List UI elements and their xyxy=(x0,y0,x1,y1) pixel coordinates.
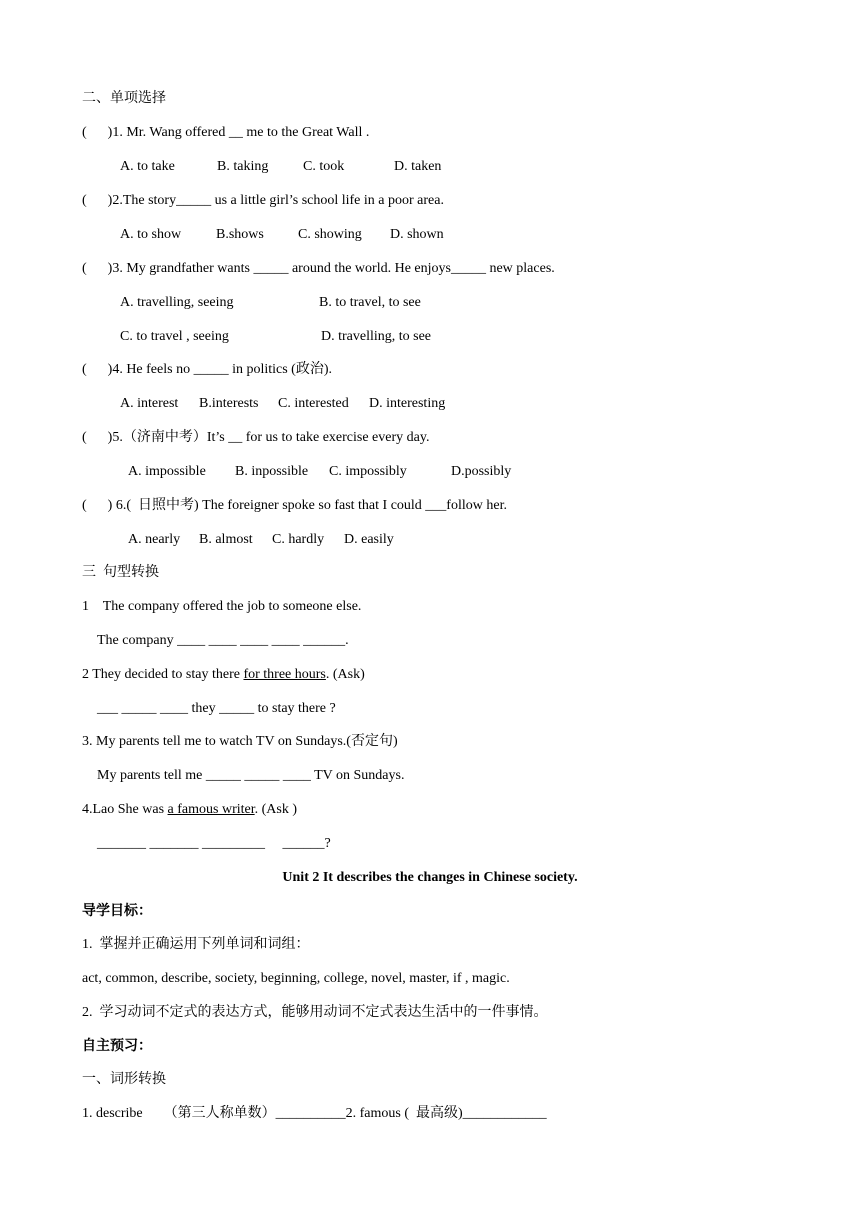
word-form-heading: 一、词形转换 xyxy=(82,1072,166,1087)
vocab-list: act, common, describe, society, beginning, college, novel, master, if , magic. xyxy=(82,971,510,986)
transform-3-blanks: My parents tell me _____ _____ ____ TV on Sundays. xyxy=(97,768,405,783)
q1-option-d: D. taken xyxy=(394,159,442,174)
q3-option-b: B. to travel, to see xyxy=(319,295,421,310)
goals-heading: 导学目标： xyxy=(82,904,152,919)
q3-option-d: D. travelling, to see xyxy=(321,329,432,344)
q4-option-c: C. interested xyxy=(278,396,349,411)
transform-4-sentence xyxy=(82,801,297,819)
transform-4-underlined: a famous writer xyxy=(167,802,255,817)
q1-option-c: C. took xyxy=(303,159,345,174)
transform-1-sentence: 1 The company offered the job to someone else. xyxy=(82,599,362,614)
q4-option-b: B.interests xyxy=(199,396,259,411)
unit-title: Unit 2 It describes the changes in Chinese society. xyxy=(282,870,578,885)
q6-option-a: A. nearly xyxy=(128,532,181,547)
q2-option-b: B.shows xyxy=(216,227,264,242)
transform-1-blanks: The company ____ ____ ____ ____ ______. xyxy=(97,633,349,648)
transform-2-sentence xyxy=(82,666,365,684)
q5-option-d: D.possibly xyxy=(451,464,512,479)
transform-4-blanks: _______ _______ _________ ______? xyxy=(97,836,331,851)
q4-option-a: A. interest xyxy=(120,396,179,411)
question-4: ( )4. He feels no _____ in politics (政治). xyxy=(82,362,333,377)
transform-4-pre: 4.Lao She was xyxy=(82,802,168,817)
question-5: ( )5.（济南中考）It’s __ for us to take exercise every day. xyxy=(82,430,430,445)
q6-option-c: C. hardly xyxy=(272,532,325,547)
q1-option-b: B. taking xyxy=(217,159,269,174)
q5-option-a: A. impossible xyxy=(128,464,206,479)
transform-2-post: . (Ask) xyxy=(325,667,365,682)
question-1: ( )1. Mr. Wang offered __ me to the Great Wall . xyxy=(82,125,370,140)
question-2: ( )2.The story_____ us a little girl’s school life in a poor area. xyxy=(82,193,444,208)
q1-option-a: A. to take xyxy=(120,159,175,174)
q3-option-c: C. to travel , seeing xyxy=(120,329,229,344)
q4-option-d: D. interesting xyxy=(369,396,446,411)
goal-2: 2. 学习动词不定式的表达方式，能够用动词不定式表达生活中的一件事情。 xyxy=(82,1005,548,1020)
transform-2-underlined: for three hours xyxy=(243,667,326,682)
section-three-heading: 三 句型转换 xyxy=(82,565,159,580)
preview-heading: 自主预习： xyxy=(82,1039,152,1054)
q2-option-d: D. shown xyxy=(390,227,444,242)
transform-3-sentence: 3. My parents tell me to watch TV on Sundays.(否定句) xyxy=(82,734,398,749)
q5-option-b: B. inpossible xyxy=(235,464,309,479)
section-two-heading: 二、单项选择 xyxy=(82,91,166,106)
q3-option-a: A. travelling, seeing xyxy=(120,295,234,310)
word-form-line-1: 1. describe （第三人称单数）__________2. famous ( 最高级)____________ xyxy=(82,1106,547,1121)
transform-2-pre: 2 They decided to stay there xyxy=(82,667,244,682)
q2-option-c: C. showing xyxy=(298,227,362,242)
question-6: ( ) 6.( 日照中考) The foreigner spoke so fast that I could ___follow her. xyxy=(82,498,507,513)
goal-1: 1. 掌握并正确运用下列单词和词组： xyxy=(82,937,310,952)
q2-option-a: A. to show xyxy=(120,227,182,242)
transform-2-blanks: ___ _____ ____ they _____ to stay there ? xyxy=(97,701,336,716)
q6-option-b: B. almost xyxy=(199,532,253,547)
question-3: ( )3. My grandfather wants _____ around the world. He enjoys_____ new places. xyxy=(82,261,555,276)
q5-option-c: C. impossibly xyxy=(329,464,407,479)
q6-option-d: D. easily xyxy=(344,532,394,547)
transform-4-post: . (Ask ) xyxy=(254,802,298,817)
